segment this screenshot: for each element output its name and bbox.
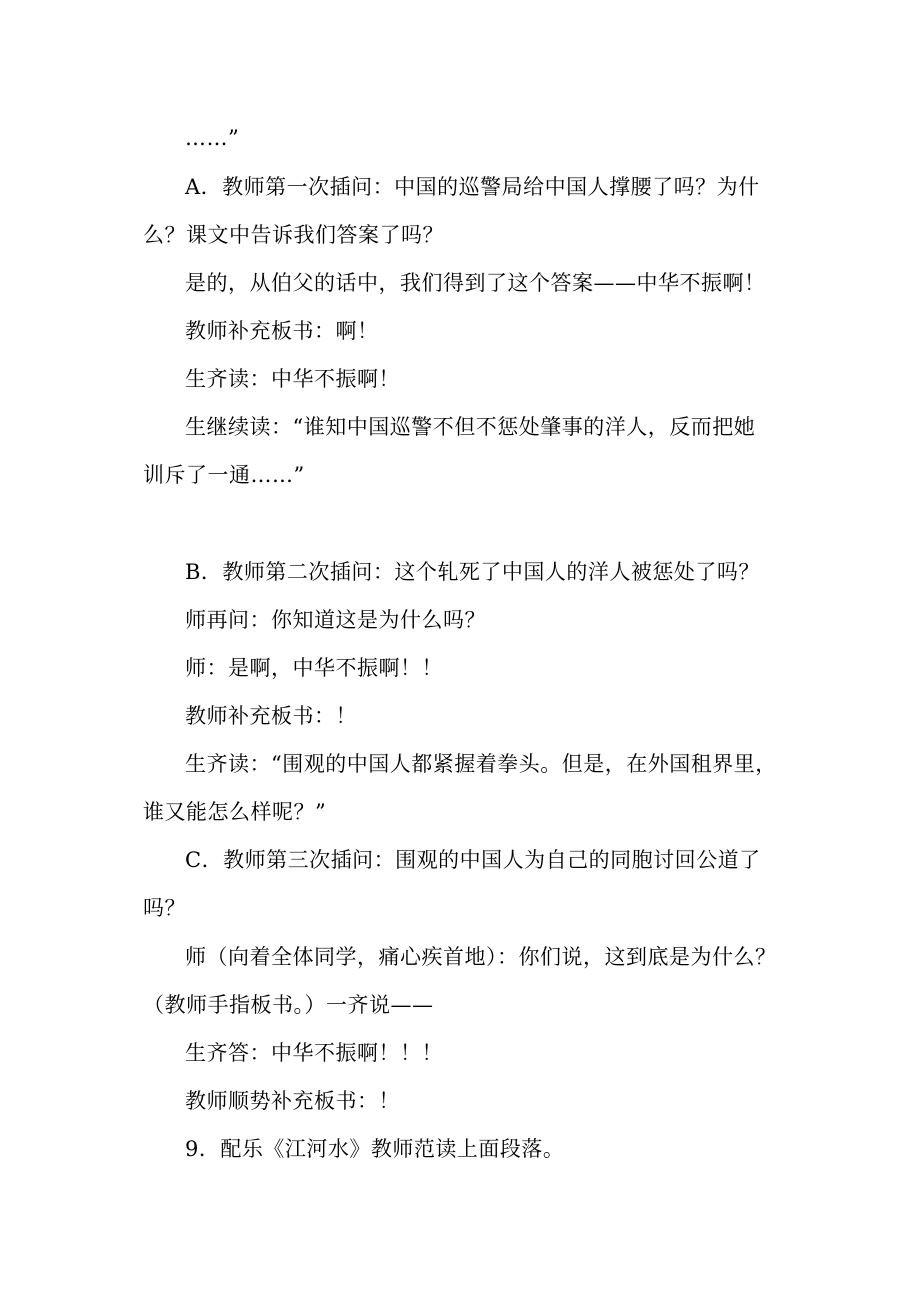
text-line-teacher-reply: 师：是啊，中华不振啊！！ (185, 656, 443, 680)
text-line-question-a-cont: 么？课文中告诉我们答案了吗？ (143, 223, 444, 247)
text-line-question-a: A．教师第一次插问：中国的巡警局给中国人撑腰了吗？为什 (185, 175, 760, 199)
text-line-question-c-cont: 吗？ (143, 896, 186, 920)
text-line-board-c: 教师顺势补充板书：！ (185, 1089, 400, 1113)
text-line-read-b-cont: 谁又能怎么样呢？” (143, 800, 327, 824)
text-line-answer-a: 是的，从伯父的话中，我们得到了这个答案——中华不振啊！ (185, 271, 766, 295)
text-line-read-a: 生齐读：中华不振啊！ (185, 367, 400, 391)
text-line-read-b: 生齐读：“围观的中国人都紧握着拳头。但是，在外国租界里， (185, 752, 777, 776)
text-line-question-b: B．教师第二次插问：这个轧死了中国人的洋人被惩处了吗？ (185, 560, 760, 584)
text-line-continue-read-cont: 训斥了一通……” (143, 463, 305, 487)
text-line-teacher-ask-cont: （教师手指板书。）一齐说—— (143, 993, 434, 1017)
text-line-question-c: C．教师第三次插问：围观的中国人为自己的同胞讨回公道了 (185, 848, 761, 872)
text-line-continue-read: 生继续读：“谁知中国巡警不但不惩处肇事的洋人，反而把她 (185, 415, 756, 439)
text-line-teacher-ask: 师（向着全体同学，痛心疾首地）：你们说，这到底是为什么？ (185, 945, 777, 969)
text-line-step-9: 9．配乐《江河水》教师范读上面段落。 (185, 1137, 565, 1161)
text-line-ask-again: 师再问：你知道这是为什么吗？ (185, 608, 486, 632)
text-line-board-b: 教师补充板书：！ (185, 704, 357, 728)
text-line-board-a: 教师补充板书：啊！ (185, 319, 379, 343)
text-line-students-answer: 生齐答：中华不振啊！！！ (185, 1041, 443, 1065)
text-line-ellipsis-close: ……” (185, 126, 240, 150)
